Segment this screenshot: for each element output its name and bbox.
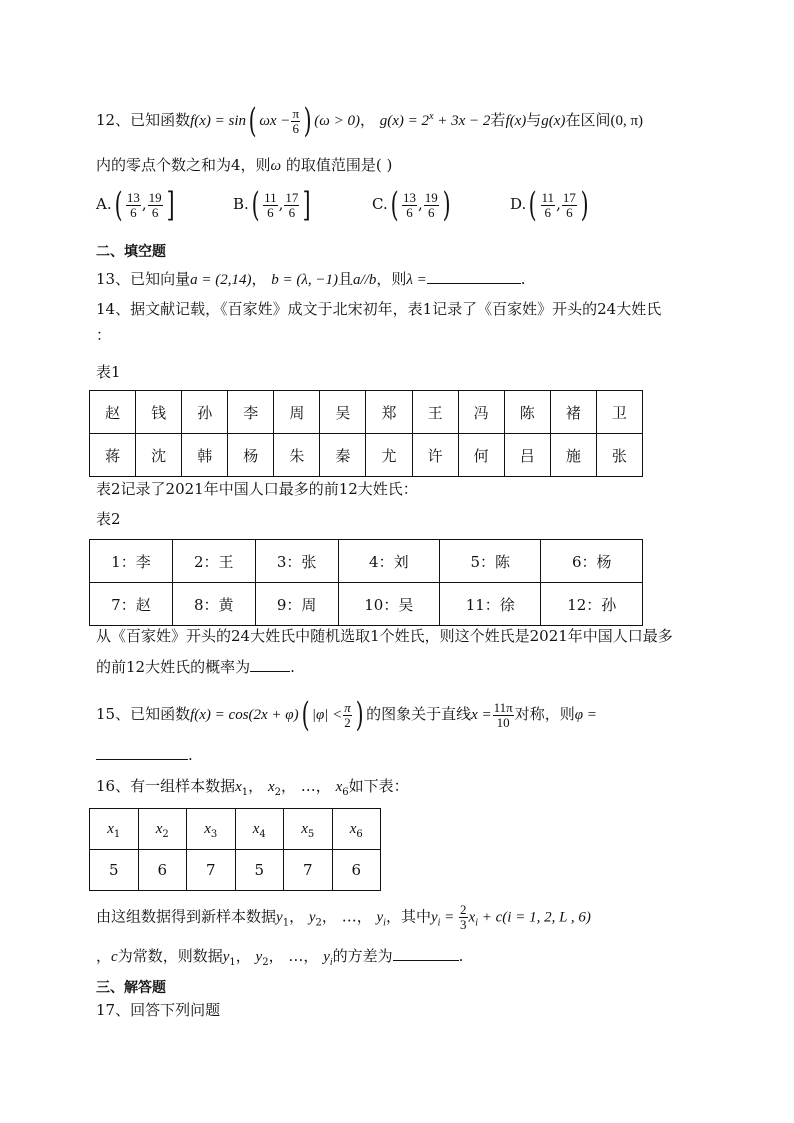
table-2-cell: 6：杨 — [541, 540, 643, 583]
table-1-cell: 杨 — [228, 434, 274, 477]
table-2-cell: 12：孙 — [541, 583, 643, 626]
table-1-cell: 陈 — [504, 391, 550, 434]
table-3-cell: $x_3$ — [187, 809, 236, 850]
table-1-cell: 冯 — [458, 391, 504, 434]
q16-line-3: ，c为常数，则数据$y_1$， $y_2$， …， $y_i$的方差为 . — [96, 947, 464, 968]
table-1-cell: 卫 — [596, 391, 642, 434]
table-2-cell: 5：陈 — [440, 540, 541, 583]
table-3-cell: $x_4$ — [235, 809, 284, 850]
q12-line-1: 12、已知函数f(x) = sin( ωx − $\frac{\pi}{6}$ ) (ω > 0)， $g(x) = 2^x + 3x - 2$若f(x)与g(x)在区间(0, π) — [96, 101, 644, 141]
table-3-cell: 7 — [284, 850, 333, 891]
q14-question-line-1: 从《百家姓》开头的24大姓氏中随机选取1个姓氏，则这个姓氏是2021年中国人口最多 — [96, 627, 673, 645]
table-2-row — [90, 583, 643, 626]
answer-blank[interactable] — [96, 759, 188, 760]
table-2-cell: 8：黄 — [172, 583, 255, 626]
table-2-cell: 11：徐 — [440, 583, 541, 626]
q12-option-b[interactable]: B.( $\frac{11}{6}$ , $\frac{17}{6}$ ] — [233, 185, 311, 225]
answer-blank[interactable] — [250, 671, 290, 672]
table-2-intro: 表2记录了2021年中国人口最多的前12大姓氏： — [96, 480, 418, 498]
table-2-cell: 4：刘 — [338, 540, 439, 583]
table-1-cell: 蒋 — [90, 434, 136, 477]
q12-inner: ωx − — [259, 113, 291, 129]
table-1-cell: 褚 — [550, 391, 596, 434]
q14-question-line-2: 的前12大姓氏的概率为 . — [96, 658, 295, 676]
table-3-cell: 5 — [90, 850, 139, 891]
table-2-label: 表2 — [96, 510, 121, 528]
answer-blank[interactable] — [427, 283, 521, 284]
q16-line-1: 16、有一组样本数据$x_1$， $x_2$， …， $x_6$如下表： — [96, 777, 409, 798]
table-2-cell: 3：张 — [255, 540, 338, 583]
vector-b: b = (λ, −1) — [271, 272, 338, 288]
table-3-row — [90, 809, 381, 850]
table-2-cell: 10：吴 — [338, 583, 439, 626]
table-1-cell: 郑 — [366, 391, 412, 434]
q14-line-1: 14、据文献记载，《百家姓》成文于北宋初年，表1记录了《百家姓》开头的24大姓氏 — [96, 300, 662, 318]
q15-line-2: . — [96, 744, 193, 766]
table-3-cell: 5 — [235, 850, 284, 891]
table-1-cell: 何 — [458, 434, 504, 477]
table-1-cell: 张 — [596, 434, 642, 477]
table-1-cell: 许 — [412, 434, 458, 477]
q17: 17、回答下列问题 — [96, 1001, 221, 1019]
q12-pi-frac: $\frac{\pi}{6}$ — [292, 105, 300, 136]
q12-interval: (0, π) — [610, 113, 644, 129]
table-3 — [89, 808, 381, 891]
table-1-cell: 尤 — [366, 434, 412, 477]
q14-colon: ： — [96, 326, 112, 344]
answer-blank[interactable] — [393, 960, 459, 961]
table-1-cell: 赵 — [90, 391, 136, 434]
table-1-cell: 朱 — [274, 434, 320, 477]
table-1-cell: 王 — [412, 391, 458, 434]
table-3-cell: 6 — [138, 850, 187, 891]
table-1-cell: 钱 — [136, 391, 182, 434]
table-1-label: 表1 — [96, 363, 121, 381]
q16-line-2: 由这组数据得到新样本数据$y_1$， $y_2$， …， $y_i$，其中$y_i$ = $\frac{2}{3}$ $x_i + c(i = 1$, 2, L , 6) — [96, 902, 591, 932]
q12-option-d[interactable]: D.( $\frac{11}{6}$ , $\frac{17}{6}$ ) — [510, 185, 589, 225]
table-1-row — [90, 391, 643, 434]
q12-fx: f(x) = sin — [190, 113, 247, 129]
table-3-cell: $x_5$ — [284, 809, 333, 850]
q12-cond: (ω > 0) — [314, 113, 360, 129]
table-1-cell: 沈 — [136, 434, 182, 477]
paren-right: ) — [303, 101, 312, 141]
table-1-cell: 李 — [228, 391, 274, 434]
table-1-cell: 周 — [274, 391, 320, 434]
table-3-cell: $x_6$ — [332, 809, 381, 850]
paren-left: ( — [248, 101, 257, 141]
section-title-answer: 三、解答题 — [96, 980, 166, 996]
section-title-fill-blank: 二、填空题 — [96, 244, 166, 260]
q15-fx: f(x) = cos(2x + φ) — [190, 707, 299, 723]
q12-option-a[interactable]: A.( $\frac{13}{6}$ , $\frac{19}{6}$ ] — [96, 185, 175, 225]
table-1-cell: 施 — [550, 434, 596, 477]
table-1-cell: 吕 — [504, 434, 550, 477]
table-1-row — [90, 434, 643, 477]
table-2-cell: 1：李 — [90, 540, 173, 583]
q13: 13、已知向量a = (2,14)， b = (λ, −1)且a//b，则λ = . — [96, 270, 526, 288]
table-1-cell: 吴 — [320, 391, 366, 434]
table-2-cell: 7：赵 — [90, 583, 173, 626]
q12-text: 12、已知函数 — [96, 111, 191, 129]
table-2-cell: 9：周 — [255, 583, 338, 626]
table-3-cell: $x_1$ — [90, 809, 139, 850]
table-3-cell: 7 — [187, 850, 236, 891]
vector-a: a = (2,14) — [190, 272, 252, 288]
table-1-cell: 孙 — [182, 391, 228, 434]
table-3-cell: 6 — [332, 850, 381, 891]
q12-option-c[interactable]: C.( $\frac{13}{6}$ , $\frac{19}{6}$ ) — [372, 185, 451, 225]
table-2-cell: 2：王 — [172, 540, 255, 583]
q12-line-2: 内的零点个数之和为4，则ω 的取值范围是( ) — [96, 156, 393, 174]
q15-line-1: 15、已知函数f(x) = cos(2x + φ)( |φ| < $\frac{\pi}{2}$ ) 的图象关于直线x = $\frac{11\pi}{10}$ 对称，则φ = — [96, 695, 597, 735]
table-1-cell: 韩 — [182, 434, 228, 477]
table-1 — [89, 390, 643, 477]
table-3-row — [90, 850, 381, 891]
table-2-row — [90, 540, 643, 583]
table-1-cell: 秦 — [320, 434, 366, 477]
q12-gx: g(x) = 2 — [379, 113, 430, 129]
table-2 — [89, 539, 643, 626]
table-3-cell: $x_2$ — [138, 809, 187, 850]
